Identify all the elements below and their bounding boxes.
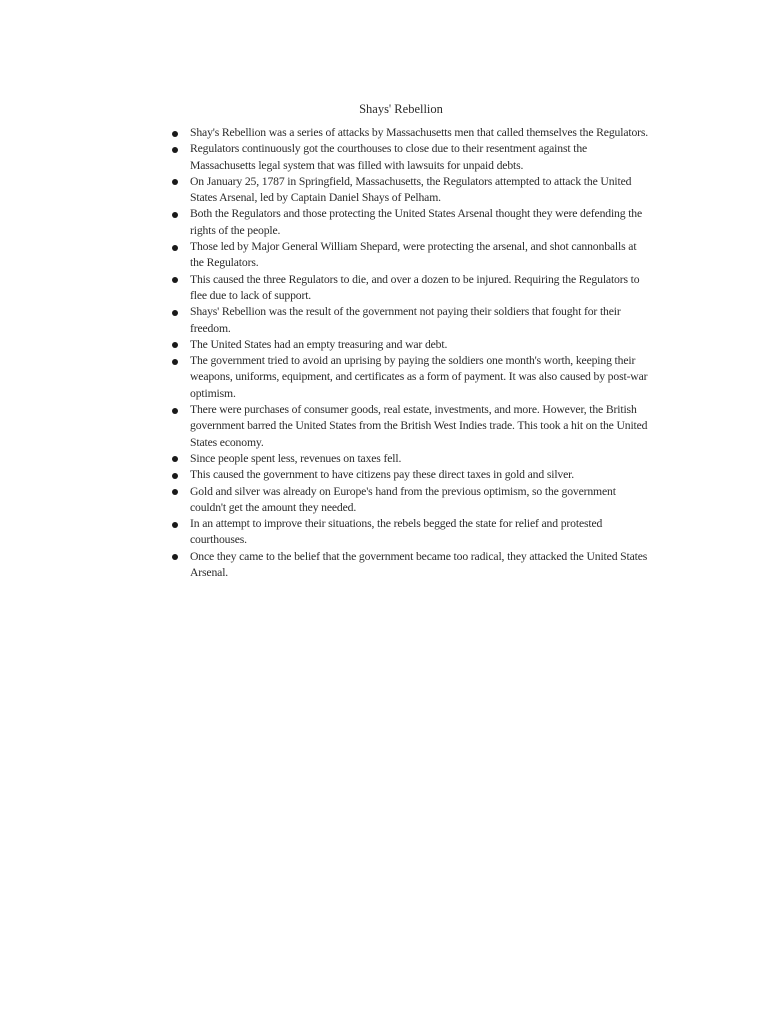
- list-item: [190, 239, 652, 272]
- bullet-icon: [172, 522, 178, 528]
- list-item: [190, 484, 652, 517]
- bullet-icon: [172, 245, 178, 251]
- bullet-icon: [172, 131, 178, 137]
- bullet-icon: [172, 342, 178, 348]
- bullet-icon: [172, 473, 178, 479]
- list-item-text: Shay's Rebellion was a series of attacks by Massachusetts men that called themselves the Regulators.: [190, 126, 649, 139]
- list-item-text: On January 25, 1787 in Springfield, Massachusetts, the Regulators attempted to attack the United States Arsenal, led by Captain Daniel Shays of Pelham.: [190, 174, 632, 205]
- list-item: [190, 516, 652, 549]
- list-item: [190, 467, 652, 483]
- bullet-icon: [172, 212, 178, 218]
- list-item-text: Those led by Major General William Shepard, were protecting the arsenal, and shot cannonballs at the Regulators.: [190, 240, 637, 270]
- list-item-text: Shays' Rebellion was the result of the government not paying their soldiers that fought for their freedom.: [190, 305, 621, 335]
- list-item: [190, 337, 652, 353]
- bullet-icon: [172, 310, 178, 316]
- bullet-icon: [172, 277, 178, 283]
- list-item-text: This caused the government to have citizens pay these direct taxes in gold and silver.: [190, 468, 575, 482]
- list-item-text: There were purchases of consumer goods, real estate, investments, and more. However, the British government barred the United States from the British West Indies trade. This took a hit on the United States economy.: [190, 403, 648, 449]
- list-item-text: Once they came to the belief that the government became too radical, they attacked the United States Arsenal.: [190, 549, 648, 580]
- bullet-icon: [172, 408, 178, 414]
- list-item-text: Regulators continuously got the courthouses to close due to their resentment against the Massachusetts legal system that was filled with lawsuits for unpaid debts.: [190, 142, 588, 172]
- list-item-text: Gold and silver was already on Europe's hand from the previous optimism, so the government couldn't get the amount they needed.: [190, 484, 616, 514]
- list-item: [190, 206, 652, 239]
- bullet-icon: [172, 179, 178, 185]
- list-item-text: Both the Regulators and those protecting the United States Arsenal thought they were defending the rights of the people.: [190, 207, 643, 237]
- list-item: [190, 141, 652, 174]
- bullet-icon: [172, 489, 178, 495]
- list-item: [190, 272, 652, 305]
- list-item: [190, 549, 652, 582]
- list-item-text: Since people spent less, revenues on taxes fell.: [190, 451, 402, 465]
- list-item: [190, 304, 652, 337]
- list-item: [190, 125, 652, 141]
- list-item: [190, 451, 652, 467]
- list-item-text: The government tried to avoid an uprising by paying the soldiers one month's worth, keeping their weapons, uniforms, equipment, and certificates as a form of payment. It was also caused by post-war optimism.: [190, 354, 648, 400]
- list-item-text: This caused the three Regulators to die, and over a dozen to be injured. Requiring the Regulators to flee due to lack of support.: [190, 272, 640, 302]
- list-item-text: In an attempt to improve their situations, the rebels begged the state for relief and protested courthouses.: [190, 517, 603, 547]
- bullet-icon: [172, 147, 178, 153]
- list-item: [190, 174, 652, 207]
- bullet-list: [190, 125, 652, 581]
- bullet-icon: [172, 359, 178, 365]
- list-item: [190, 402, 652, 451]
- list-item-text: The United States had an empty treasuring and war debt.: [190, 337, 448, 351]
- bullet-icon: [172, 456, 178, 462]
- list-item: [190, 353, 652, 402]
- document-title: Shays' Rebellion: [359, 102, 443, 116]
- bullet-icon: [172, 554, 178, 560]
